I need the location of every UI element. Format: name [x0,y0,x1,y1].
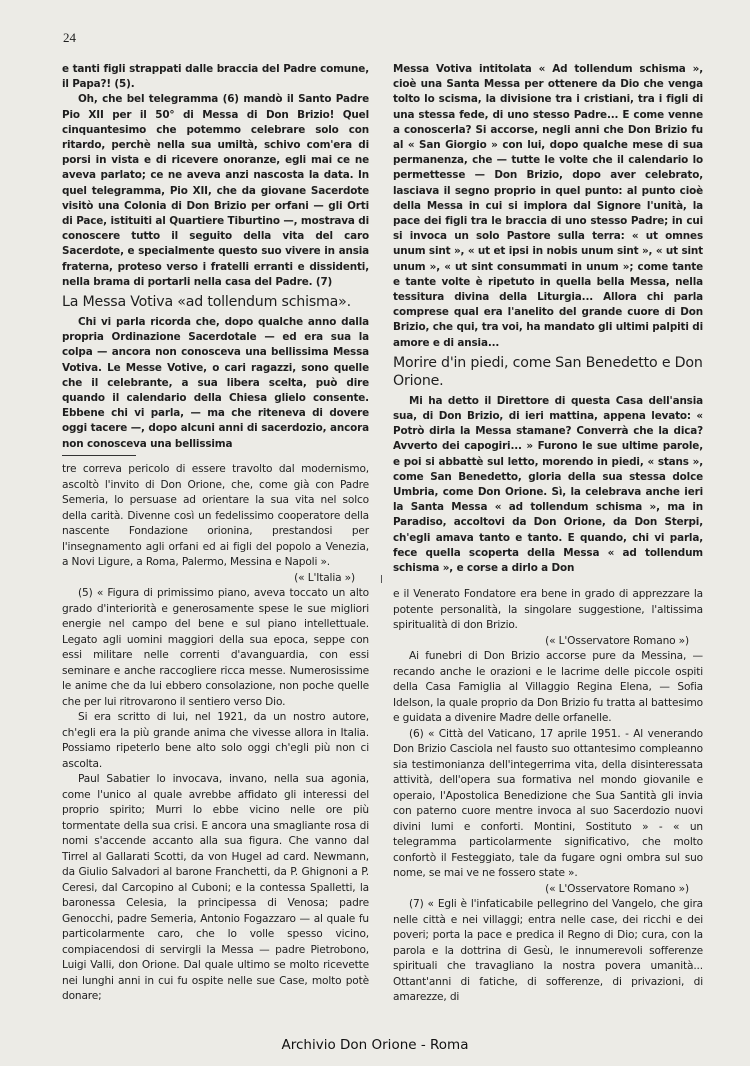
section-heading: La Messa Votiva «ad tollendum schisma». [62,294,351,311]
footnote-source: (« L'Osservatore Romano ») [545,634,689,647]
footnote-rule [62,455,136,456]
footnote-paragraph: Si era scritto di lui, nel 1921, da un nostro autore, ch'egli era la più grande anima che vivesse allora in Italia. Possiamo ripeterlo bene alto solo oggi ch'egli più non ci ascolta. [62,711,369,770]
page-number: 24 [63,30,76,45]
footnote-source: (« L'Osservatore Romano ») [545,882,689,895]
column-separator [381,575,382,583]
footnote-paragraph: tre correva pericolo di essere travolto dal modernismo, ascoltò l'invito di Don Orione, che, come già con Padre Semeria, lo persuase ad orientare la sua vita nel solco della carità. Divenne così un fedelissimo cooperatore della nascente Fondazione orionina, prestandosi per l'insegnamento agli orfani ed ai figli del popolo a Venezia, a Novi Ligure, a Roma, Palermo, Messina e Napoli ». [62,463,369,568]
footnote-paragraph: (6) « Città del Vaticano, 17 aprile 1951. - Al venerando Don Brizio Casciola nel fausto suo ottantesimo compleanno sia testimonianza dell'integerrima vita, della disinteressata attività, dell'opera sua formativa nel mondo giovanile e operaio, l'Apostolica Benedizione che Sua Santità gli invia con paterno cuore mentre invoca al suo Sacerdozio nuovi divini lumi e conforti. Montini, Sostituto » - « un telegramma particolarmente significativo, che molto confortò il Festeggiato, tale da fugare ogni ombra sul suo nome, se mai ve ne fossero state ». [393,727,703,879]
right-bottom-column [393,587,703,1029]
footnote-source: (« L'Italia ») [294,571,355,584]
paragraph: Chi vi parla ricorda che, dopo qualche anno dalla propria Ordinazione Sacerdotale — ed era sua la colpa — ancora non conosceva una bellissima Messa Votiva. Le Messe Votive, o cari ragazzi, sono quelle che il celebrante, a sua libera scelta, può dire quando il calendario della Chiesa glielo consente. Ebbene chi vi parla, — ma che riteneva di dovere oggi tacere —, dopo alcuni anni di sacerdozio, ancora non conosceva una bellissima [62,316,369,450]
footnote-paragraph: (7) « Egli è l'infaticabile pellegrino del Vangelo, che gira nelle città e nei villaggi; entra nelle case, dei ricchi e dei poveri; porta la pace e predica il Regno di Dio; cura, con la parola e la dottrina di Gesù, le innumerevoli sofferenze spirituali che travagliano la nostra povera umanità... Ottant'anni di fatiche, di sofferenze, di privazioni, di amarezze, di [393,898,703,1003]
right-top-column [393,62,703,575]
left-top-column [62,62,369,450]
footnote-paragraph: e il Venerato Fondatore era bene in grado di apprezzare la potente personalità, la singolare suggestione, l'altissima spiritualità di don Brizio. [393,588,703,631]
footnote-paragraph: (5) « Figura di primissimo piano, aveva toccato un alto grado d'interiorità e generosamente spese le sue migliori energie nel campo del bene e sul piano intellettuale. Legato agli uomini maggiori della sua epoca, seppe con essi militare nelle correnti d'avanguardia, con essi seminare e anche raccogliere ricca messe. Numerosissime le anime che da lui ebbero consolazione, non poche quelle che per lui ritrovarono il sentiero verso Dio. [62,587,369,708]
left-bottom-column [62,462,369,1027]
paragraph: e tanti figli strappati dalle braccia del Padre comune, il Papa?! (5). [62,63,369,91]
paragraph: Messa Votiva intitolata « Ad tollendum schisma », cioè una Santa Messa per ottenere da Dio che venga tolto lo scisma, la divisione tra i cristiani, tra i figli di una stessa fede, di uno stesso Padre... E come venne a conoscerla? Si accorse, negli anni che Don Brizio fu al « San Giorgio » con lui, dopo qualche mese di sua permanenza, che — tutte le volte che il calendario lo permettesse — Don Brizio, dopo aver celebrato, lasciava il segno proprio in quel punto: al punto cioè della Messa in cui si implora dal Signore l'unità, la pace dei figli tra le braccia di uno stesso Padre; in cui si invoca un solo Pastore sulla terra: « ut omnes unum sint », « ut et ipsi in nobis unum sint », « ut sint unum », « ut sint consummati in unum »; come tante e tante volte è ripetuto in quella bella Messa, nella tessitura divina della Liturgia... Allora chi parla comprese qual era l'anelito del grande cuore di Don Brizio, che qui, tra voi, ha mandato gli ultimi palpiti di amore e di ansia... [393,63,703,349]
section-heading: Morire d'in piedi, come San Benedetto e Don Orione. [393,354,703,389]
footnote-paragraph: Ai funebri di Don Brizio accorse pure da Messina, — recando anche le orazioni e le lacrime delle piccole ospiti della Casa Famiglia al Villaggio Regina Elena, — Sofia Idelson, la quale proprio da Don Brizio fu tratta al battesimo e guidata a divenire Madre delle orfanelle. [393,650,703,724]
paragraph: Mi ha detto il Direttore di questa Casa dell'ansia sua, di Don Brizio, di ieri mattina, appena levato: « Potrò dirla la Messa stamane? Converrà che la dica? Avverto dei capogiri... » Furono le sue ultime parole, e poi si abbattè sul letto, morendo in piedi, « stans », come San Benedetto, gloria della sua stessa dolce Umbria, come Don Orione. Sì, la celebrava anche ieri la Santa Messa « ad tollendum schisma », ma in Paradiso, accoltovi da Don Orione, da Don Sterpi, ch'egli amava tanto e tanto. E quando, chi vi parla, fece quella scoperta della Messa « ad tollendum schisma », e corse a dirlo a Don [393,394,703,575]
paragraph: Oh, che bel telegramma (6) mandò il Santo Padre Pio XII per il 50° di Messa di Don Brizio! Quel cinquantesimo che potemmo celebrare solo con ritardo, perchè nella sua umiltà, schivo com'era di porsi in vista e di ricevere onoranze, egli mai ce ne aveva parlato; ce ne aveva anzi nascosta la data. In quel telegramma, Pio XII, che da giovane Sacerdote visitò una Colonia di Don Brizio per orfani — gli Orti di Pace, istituiti al Quartiere Tiburtino —, mostrava di conoscere tutto il seguito della vita del caro Sacerdote, e specialmente questo suo vivere in ansia fraterna, proteso verso i fratelli erranti e dissidenti, nella brama di portarli nella casa del Padre. (7) [62,93,369,288]
archive-footer: Archivio Don Orione - Roma [281,1037,469,1053]
footnote-paragraph: Paul Sabatier lo invocava, invano, nella sua agonia, come l'unico al quale avrebbe affidato gli interessi del proprio spirito; Murri lo ebbe vicino nelle ore più tormentate della sua crisi. E ancora una smagliante rosa di nomi s'accende accanto alla sua figura. Che vanno dal Tirrel al Gallarati Scotti, da von Hugel ad card. Newmann, da Giulio Salvadori al barone Franchetti, da P. Ghignoni a P. Ceresi, dal Carcopino al Cuboni; e la contessa Spalletti, la baronessa Celesia, la principessa di Venosa; padre Genocchi, padre Semeria, Antonio Fogazzaro — al quale fu particolarmente caro, che lo volle spesso vicino, compiacendosi di servirgli la Messa — padre Pietrobono, Luigi Valli, don Orione. Dal quale ultimo se molto ricevette nei lunghi anni in cui fu ospite nelle sue Case, molto potè donare; [62,773,369,1002]
